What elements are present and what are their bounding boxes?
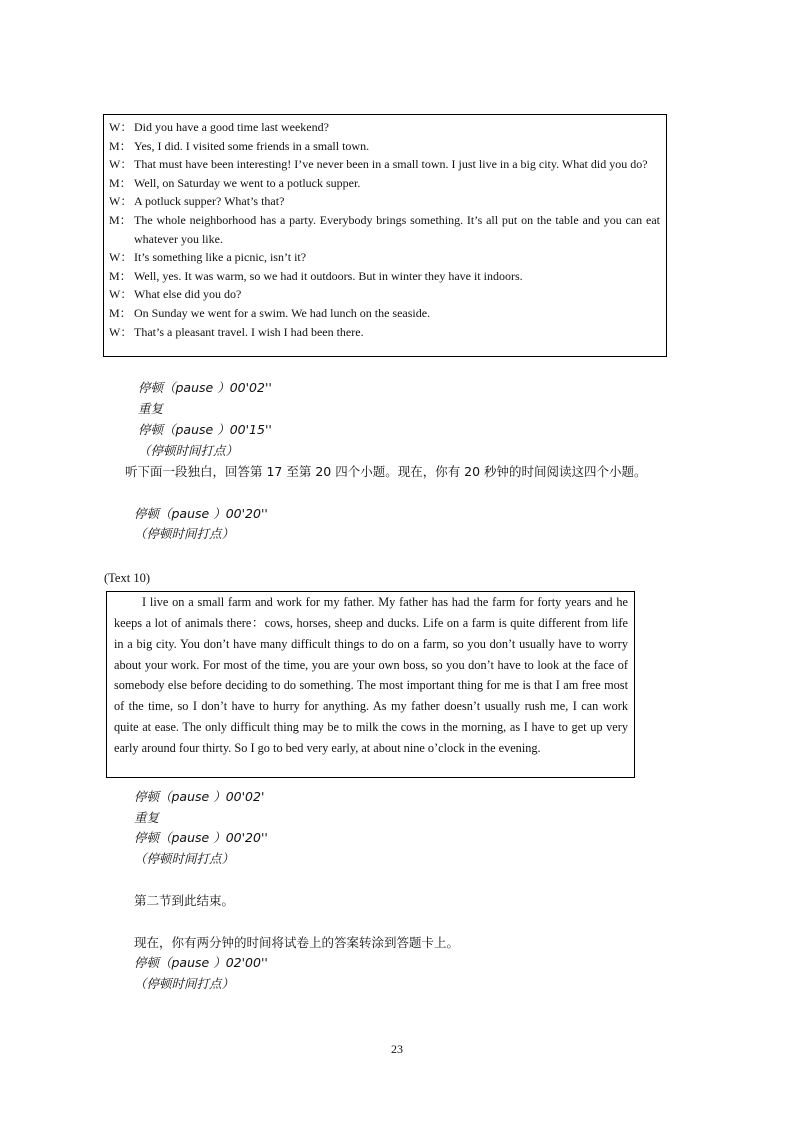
timing-note: （停顿时间打点） bbox=[134, 976, 235, 991]
dialogue-line bbox=[109, 248, 660, 267]
instruction-text: 听下面一段独白，回答第 17 至第 20 四个小题。现在，你有 20 秒钟的时间阅读这四个小题。 bbox=[125, 464, 647, 479]
utterance: It’s something like a picnic, isn’t it? bbox=[134, 250, 307, 265]
speaker: M： bbox=[109, 305, 132, 320]
dialogue-line bbox=[109, 267, 660, 286]
utterance: Well, on Saturday we went to a potluck supper. bbox=[134, 175, 361, 190]
section-end-text: 第二节到此结束。 bbox=[134, 893, 235, 908]
speaker: W： bbox=[109, 157, 133, 172]
dialogue-line bbox=[109, 285, 660, 304]
instruction-text: 现在，你有两分钟的时间将试卷上的答案转涂到答题卡上。 bbox=[134, 935, 460, 950]
page-number: 23 bbox=[391, 1042, 403, 1056]
utterance: What else did you do? bbox=[134, 287, 242, 302]
pause-note: 停顿（pause ）02'00'' bbox=[134, 955, 268, 970]
utterance: Well, yes. It was warm, so we had it outdoors. But in winter they have it indoors. bbox=[134, 268, 523, 283]
monologue-text: I live on a small farm and work for my father. My father has had the farm for forty years and he keeps a lot of animals there：cows, horses, sheep and ducks. Life on a farm is quite different from life in a big city. You don’t have many difficult things to do on a farm, so you don’t usually have to worry about your work. For most of the time, you are your own boss, so you don’t have to look at the face of somebody else before deciding to do something. The most important thing for me is that I am free most of the time, so I don’t have to hurry for anything. As my father doesn’t usually rush me, I can work quite at ease. The only difficult thing may be to milk the cows in the morning, as I have to get up very early around four thirty. So I go to bed very early, at about nine o’clock in the evening. bbox=[114, 595, 628, 755]
speaker: W： bbox=[109, 324, 133, 339]
speaker: M： bbox=[109, 175, 132, 190]
speaker: W： bbox=[109, 250, 133, 265]
timing-note: （停顿时间打点） bbox=[134, 851, 235, 866]
speaker: W： bbox=[109, 120, 133, 134]
dialogue-line bbox=[109, 211, 660, 248]
dialogue-line bbox=[109, 192, 660, 211]
dialogue-line bbox=[109, 304, 660, 323]
speaker: M： bbox=[109, 138, 132, 153]
utterance: On Sunday we went for a swim. We had lunch on the seaside. bbox=[134, 305, 431, 320]
speaker: M： bbox=[109, 212, 132, 227]
speaker: W： bbox=[109, 194, 133, 209]
speaker: W： bbox=[109, 287, 133, 302]
utterance: A potluck supper? What’s that? bbox=[134, 194, 285, 209]
repeat-note: 重复 bbox=[138, 401, 164, 416]
dialogue-box bbox=[103, 114, 667, 357]
timing-note: （停顿时间打点） bbox=[138, 443, 239, 458]
text-10-label: (Text 10) bbox=[104, 571, 150, 585]
speaker: M： bbox=[109, 268, 132, 283]
utterance: That must have been interesting! I’ve never been in a small town. I just live in a big city. What did you do? bbox=[134, 157, 648, 172]
utterance: Did you have a good time last weekend? bbox=[134, 120, 329, 134]
repeat-note: 重复 bbox=[134, 810, 160, 825]
utterance: The whole neighborhood has a party. Everybody brings something. It’s all put on the table and you can eat whatever you like. bbox=[134, 212, 660, 246]
dialogue-line bbox=[109, 174, 660, 193]
monologue-box bbox=[106, 591, 635, 778]
pause-note: 停顿（pause ）00'15'' bbox=[138, 422, 272, 437]
utterance: That’s a pleasant travel. I wish I had been there. bbox=[134, 324, 364, 339]
dialogue-line bbox=[109, 137, 660, 156]
pause-note: 停顿（pause ）00'20'' bbox=[134, 506, 268, 521]
pause-note: 停顿（pause ）00'02' bbox=[134, 789, 265, 804]
dialogue-line bbox=[109, 155, 660, 174]
pause-note: 停顿（pause ）00'02'' bbox=[138, 380, 272, 395]
pause-note: 停顿（pause ）00'20'' bbox=[134, 830, 268, 845]
utterance: Yes, I did. I visited some friends in a small town. bbox=[134, 138, 370, 153]
dialogue-line bbox=[109, 323, 660, 342]
dialogue-line bbox=[109, 118, 660, 137]
timing-note: （停顿时间打点） bbox=[134, 526, 235, 541]
